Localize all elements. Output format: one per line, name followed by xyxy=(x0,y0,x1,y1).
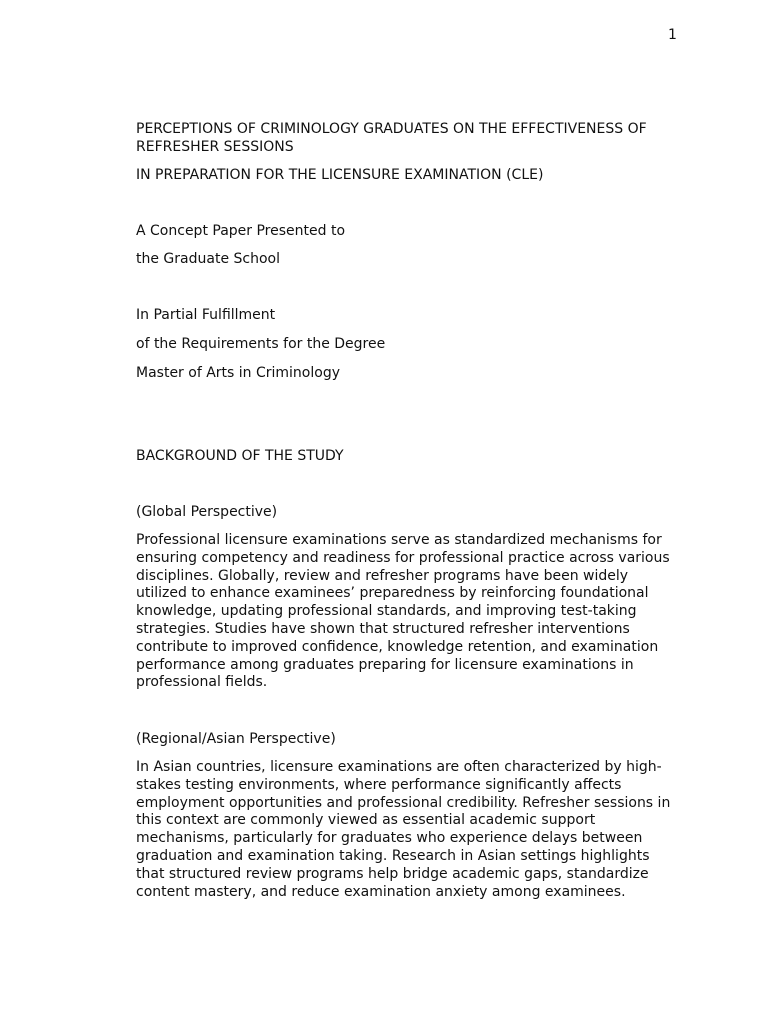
background-heading: BACKGROUND OF THE STUDY xyxy=(136,448,344,465)
presented-to-line: A Concept Paper Presented to xyxy=(136,223,346,240)
global-perspective-label: (Global Perspective) xyxy=(136,504,278,521)
title-line-2: IN PREPARATION FOR THE LICENSURE EXAMINATION (CLE) xyxy=(136,166,544,183)
page-number: 1 xyxy=(668,27,677,43)
global-perspective-paragraph: Professional licensure examinations serve as standardized mechanisms for ensuring competency and readiness for professional practice across various disciplines. Globally, review and refresher programs have been widely utilized to enhance examinees’ preparedness by reinforcing foundational knowledge, updating professional standards, and improving test-taking strategies. Studies have shown that structured refresher interventions contribute to improved confidence, knowledge retention, and examination performance among graduates preparing for licensure examinations in professional fields. xyxy=(136,531,670,691)
requirements-line: of the Requirements for the Degree xyxy=(136,335,386,352)
title-line-1: PERCEPTIONS OF CRIMINOLOGY GRADUATES ON THE EFFECTIVENESS OF REFRESHER SESSIONS xyxy=(136,121,647,155)
regional-perspective-paragraph: In Asian countries, licensure examinations are often characterized by high-stakes testing environments, where performance significantly affects employment opportunities and professional credibility. Refresher sessions in this context are commonly viewed as essential academic support mechanisms, particularly for graduates who experience delays between graduation and examination taking. Research in Asian settings highlights that structured review programs help bridge academic gaps, standardize content mastery, and reduce examination anxiety among examinees. xyxy=(136,758,671,900)
degree-line: Master of Arts in Criminology xyxy=(136,364,340,381)
graduate-school-line: the Graduate School xyxy=(136,251,280,268)
partial-fulfillment-line: In Partial Fulfillment xyxy=(136,306,276,323)
document-body xyxy=(136,121,681,901)
regional-perspective-label: (Regional/Asian Perspective) xyxy=(136,731,336,748)
